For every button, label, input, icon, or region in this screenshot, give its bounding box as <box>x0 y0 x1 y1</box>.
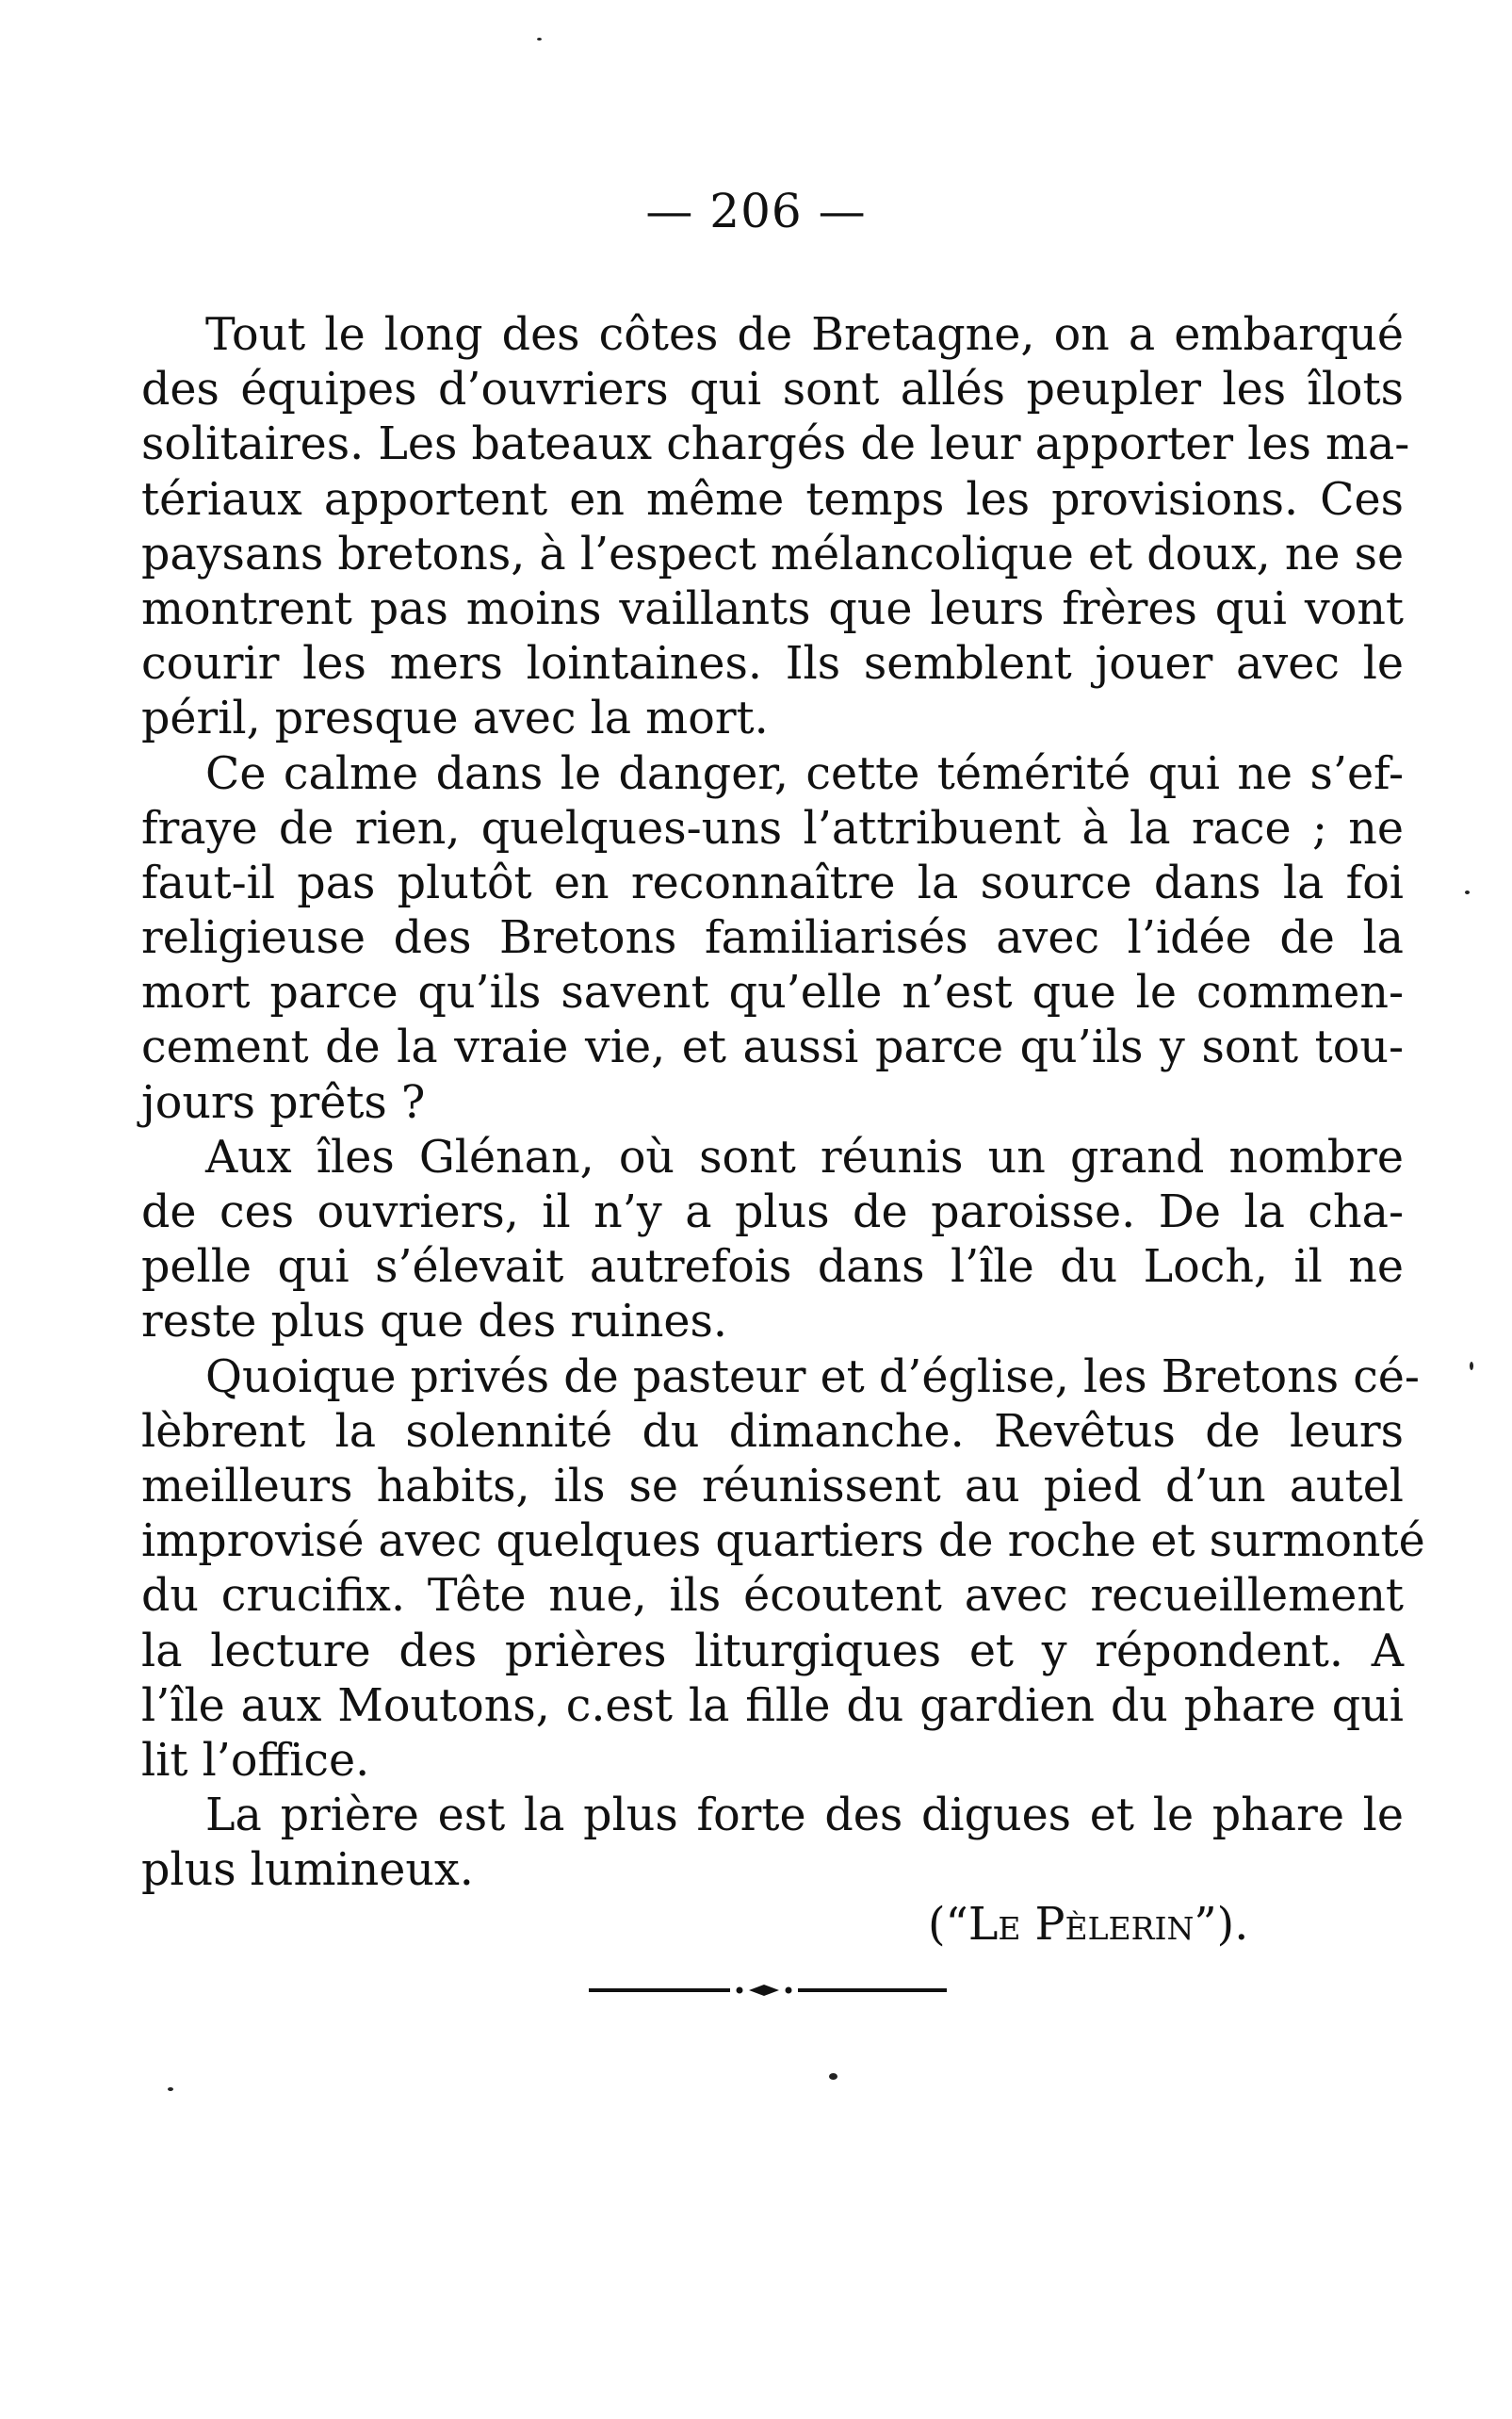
source-close: ”). <box>1194 1899 1249 1951</box>
text-line: reste plus que des ruines. <box>141 1296 728 1348</box>
source-name: Le Pèlerin <box>967 1899 1195 1951</box>
scan-speck <box>829 2073 837 2080</box>
text-line: montrent pas moins vaillants que leurs frères qui vont <box>141 582 1404 635</box>
text-line: l’île aux Moutons, c.est la fille du gardien du phare qui <box>141 1679 1404 1732</box>
scan-speck <box>537 38 542 41</box>
text-line: Aux îles Glénan, où sont réunis un grand nombre <box>205 1131 1404 1184</box>
text-line: Tout le long des côtes de Bretagne, on a embarqué <box>205 309 1404 361</box>
end-ornament <box>589 1984 947 1997</box>
text-line: jours prêts ? <box>141 1076 426 1129</box>
text-line: la lecture des prières liturgiques et y répondent. A <box>141 1625 1404 1677</box>
text-line: cement de la vraie vie, et aussi parce qu’ils y sont tou- <box>141 1022 1404 1074</box>
text-line: courir les mers lointaines. Ils semblent jouer avec le <box>141 638 1404 691</box>
scan-speck <box>1465 891 1470 894</box>
text-line: meilleurs habits, ils se réunissent au pied d’un autel <box>141 1460 1404 1512</box>
text-line: lit l’office. <box>141 1734 370 1787</box>
text-line: des équipes d’ouvriers qui sont allés peupler les îlots <box>141 364 1404 417</box>
text-line: La prière est la plus forte des digues et le phare le <box>205 1790 1404 1842</box>
ornament-dot-left <box>737 1987 743 1994</box>
page-number: — 206 — <box>645 184 867 238</box>
text-line: plus lumineux. <box>141 1844 474 1897</box>
text-line: solitaires. Les bateaux chargés de leur apporter les ma- <box>141 418 1410 471</box>
text-line: paysans bretons, à l’espect mélancolique et doux, ne se <box>141 528 1405 580</box>
text-line: lèbrent la solennité du dimanche. Revêtus de leurs <box>141 1405 1404 1458</box>
text-line: Quoique privés de pasteur et d’église, les Bretons cé- <box>205 1350 1420 1403</box>
source-open: (“ <box>928 1899 968 1951</box>
text-line: tériaux apportent en même temps les provisions. Ces <box>141 473 1404 526</box>
text-line: Ce calme dans le danger, cette témérité qui ne s’ef- <box>205 747 1404 800</box>
text-line: mort parce qu’ils savent qu’elle n’est que le commen- <box>141 967 1404 1020</box>
text-line: fraye de rien, quelques-uns l’attribuent à la race ; ne <box>141 802 1404 855</box>
text-line: de ces ouvriers, il n’y a plus de paroisse. De la cha- <box>141 1186 1404 1238</box>
scan-speck <box>168 2087 173 2091</box>
text-line: improvisé avec quelques quartiers de roche et surmonté <box>141 1515 1425 1568</box>
text-line: religieuse des Bretons familiarisés avec l’idée de la <box>141 912 1404 965</box>
text-line: faut-il pas plutôt en reconnaître la source dans la foi <box>141 857 1404 909</box>
ornament-dot-right <box>786 1987 792 1994</box>
source-attribution <box>928 1899 1248 1951</box>
scan-speck <box>1470 1362 1473 1370</box>
body-text <box>141 308 1425 1898</box>
text-line: péril, presque avec la mort. <box>141 693 769 745</box>
text-line: pelle qui s’élevait autrefois dans l’île du Loch, il ne <box>141 1241 1404 1294</box>
text-line: du crucifix. Tête nue, ils écoutent avec recueillement <box>141 1570 1404 1623</box>
ornament-diamond <box>749 1985 779 1996</box>
